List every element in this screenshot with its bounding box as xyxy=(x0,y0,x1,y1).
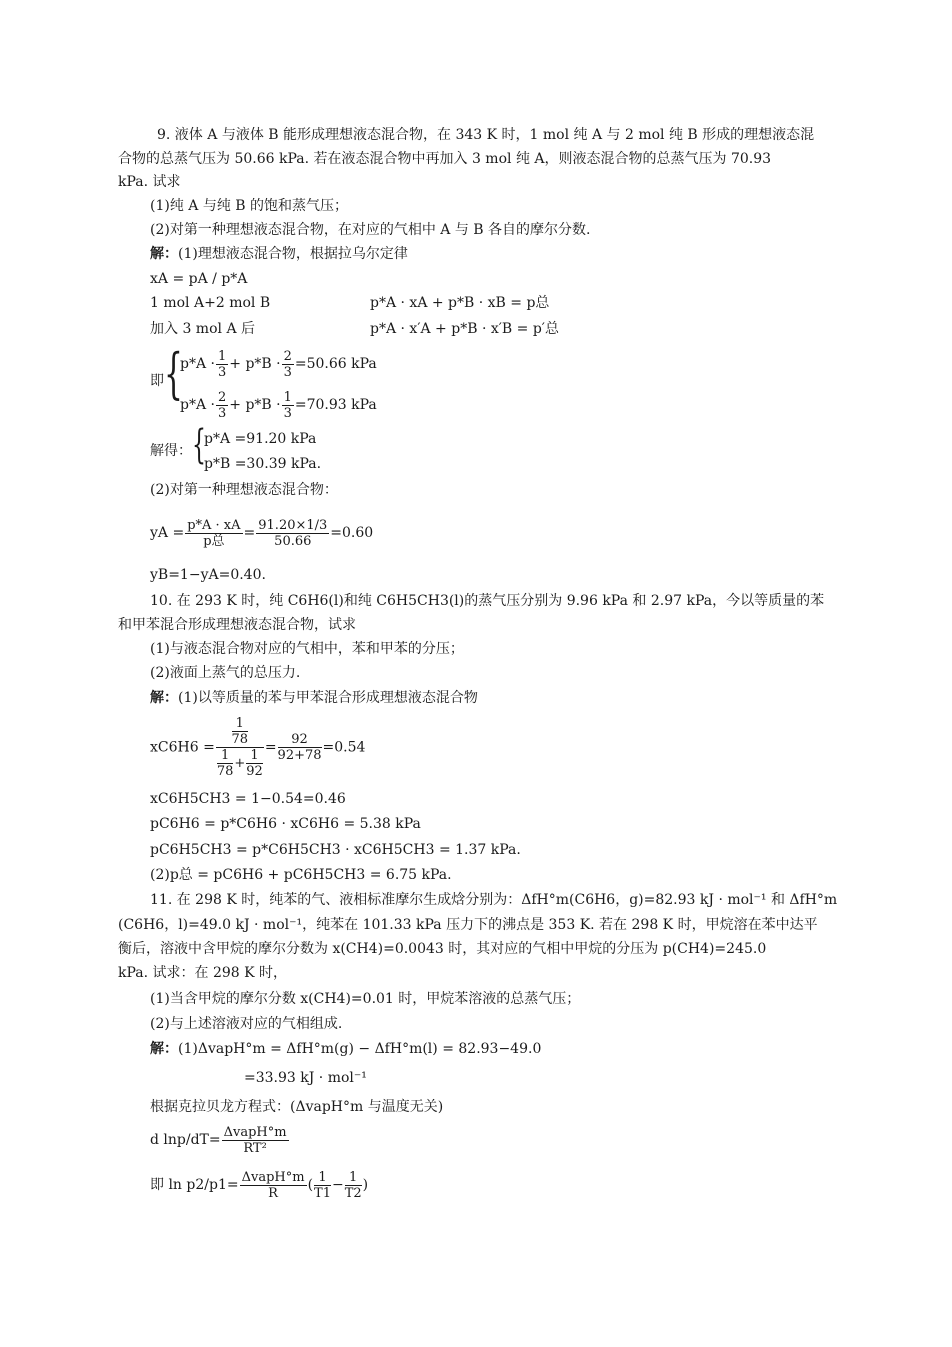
q11-question-1: (1)当含甲烷的摩尔分数 x(CH4)=0.01 时，甲烷苯溶液的总蒸气压； xyxy=(150,991,581,1007)
q11-clapeyron-text: 根据克拉贝龙方程式：(ΔvapH°m 与温度无关) xyxy=(150,1099,444,1115)
solution-label: 解： xyxy=(150,1041,178,1057)
q11-question-2: (2)与上述溶液对应的气相组成. xyxy=(150,1016,343,1032)
q10-p-benzene: pC6H6 = p*C6H6 · xC6H6 = 5.38 kPa xyxy=(150,816,421,832)
q10-statement-line2: 和甲苯混合形成理想液态混合物，试求 xyxy=(118,617,356,633)
q9-ji-label: 即 xyxy=(150,373,164,389)
eq2-frac1-num: 1 xyxy=(314,1170,331,1186)
q9-case2-label: 加入 3 mol A 后 xyxy=(150,321,255,337)
system-brace: { xyxy=(164,342,183,405)
result-brace: { xyxy=(192,422,206,468)
q10-question-1: (1)与液态混合物对应的气相中，苯和甲苯的分压； xyxy=(150,641,464,657)
q9-raoult-equation: xA = pA / p*A xyxy=(150,271,248,287)
q10-statement-line1: 10. 在 293 K 时，纯 C6H6(l)和纯 C6H5CH3(l)的蒸气压分别为 9.96 kPa 和 2.97 kPa，今以等质量的苯 xyxy=(150,593,825,609)
q11-statement-line3: 衡后，溶液中含甲烷的摩尔分数为 x(CH4)=0.0043 时，其对应的气相中甲烷的分压为 p(CH4)=245.0 xyxy=(118,941,767,957)
q10-p-toluene: pC6H5CH3 = p*C6H5CH3 · xC6H5CH3 = 1.37 kPa. xyxy=(150,842,521,858)
q9-solution-text: (1)理想液态混合物，根据拉乌尔定律 xyxy=(178,246,408,262)
eq2-frac2-num: 1 xyxy=(345,1170,362,1186)
q9-case1-label: 1 mol A+2 mol B xyxy=(150,295,271,311)
ya-denominator: 50.66 xyxy=(274,533,312,549)
q9-system-eq1-result: =50.66 kPa xyxy=(294,356,377,372)
eq1-numerator: ΔvapH°m xyxy=(223,1124,287,1140)
q9-statement-line3: kPa. 试求 xyxy=(118,174,181,190)
q9-case2-equation: p*A · x′A + p*B · x′B = p′总 xyxy=(370,321,559,337)
q9-ya-equation: yA = $\frac{p*A \cdot xA}{\text{p总}}$ = $\frac{91.20\times 1/3}{50.66}$ =0.60 xyxy=(150,517,374,549)
solution-label: 解： xyxy=(150,246,178,262)
q9-statement-line2: 合物的总蒸气压为 50.66 kPa. 若在液态混合物中再加入 3 mol 纯 A，则液态混合物的总蒸气压为 70.93 xyxy=(118,151,772,167)
q10-question-2: (2)液面上蒸气的总压力. xyxy=(150,665,301,681)
eq2-frac2-den: T2 xyxy=(344,1185,362,1201)
q11-solution-1b: =33.93 kJ · mol⁻¹ xyxy=(244,1070,367,1086)
q9-solution-2: (2)对第一种理想液态混合物： xyxy=(150,482,338,498)
q11-solution-1 xyxy=(150,1040,541,1058)
q9-system-eq2-result: =70.93 kPa xyxy=(294,397,377,413)
q11-clapeyron-eq1 xyxy=(150,1122,290,1158)
q9-statement-line1: 9. 液体 A 与液体 B 能形成理想液态混合物，在 343 K 时，1 mol 纯 A 与 2 mol 纯 B 形成的理想液态混 xyxy=(157,127,815,143)
ya-numerator: 91.20× xyxy=(258,517,307,533)
solution-label: 解： xyxy=(150,690,178,706)
q11-statement-line4: kPa. 试求：在 298 K 时， xyxy=(118,965,288,981)
q10-p-total: (2)p总 = pC6H6 + pC6H5CH3 = 6.75 kPa. xyxy=(150,867,452,883)
q11-clapeyron-eq2: 即 ln p2/p1= $\frac{\text{ΔvapH°m}}{R}$ ( $\frac{1}{T1}$ − $\frac{1}{T2}$ ) xyxy=(150,1169,369,1201)
q10-solution-text: (1)以等质量的苯与甲苯混合形成理想液态混合物 xyxy=(178,690,478,706)
q10-x-toluene: xC6H5CH3 = 1−0.54=0.46 xyxy=(150,791,346,807)
q9-case1-equation: p*A · xA + p*B · xB = p总 xyxy=(370,295,550,311)
ya-result: =0.60 xyxy=(330,525,374,541)
q9-solution-1 xyxy=(150,245,408,263)
q9-system-eq2: p*A · $\frac{2}{3}$ + p*B · $\frac{1}{3}$ =70.93 kPa xyxy=(180,389,377,421)
q9-jiede-label: 解得： xyxy=(150,443,192,459)
q9-question-2: (2)对第一种理想液态混合物，在对应的气相中 A 与 B 各自的摩尔分数. xyxy=(150,222,591,238)
q10-frac-numerator: 92 xyxy=(278,732,322,748)
q10-solution-1 xyxy=(150,689,478,707)
q10-frac-denominator: 92+78 xyxy=(277,748,322,763)
q11-statement-line1: 11. 在 298 K 时，纯苯的气、液相标准摩尔生成焓分别为：ΔfH°m(C6H6，g)=82.93 kJ · mol⁻¹ 和 ΔfH°m xyxy=(150,892,838,908)
eq1-denominator: RT² xyxy=(243,1140,267,1156)
q9-question-1: (1)纯 A 与纯 B 的饱和蒸气压； xyxy=(150,198,349,214)
eq2-frac1-den: T1 xyxy=(314,1185,331,1201)
q11-statement-line2: (C6H6，l)=49.0 kJ · mol⁻¹，纯苯在 101.33 kPa 压力下的沸点是 353 K. 若在 298 K 时，甲烷溶在苯中达平 xyxy=(118,917,818,933)
q9-result-pa: p*A =91.20 kPa xyxy=(204,431,317,447)
eq2-lead: 即 ln p2/p1= xyxy=(150,1177,239,1193)
q9-result-pb: p*B =30.39 kPa. xyxy=(204,456,322,472)
eq2-numerator: ΔvapH°m xyxy=(241,1169,305,1185)
q10-x-benzene-equation: xC6H6 = $\frac{1}{78}$ $\frac{1}{78}$ + $\frac{1}{92}$ = $\frac{92}{92+78}$ =0.54 xyxy=(150,716,366,779)
q9-yb-equation: yB=1−yA=0.40. xyxy=(150,567,266,583)
q11-solution-text: (1)ΔvapH°m = ΔfH°m(g) − ΔfH°m(l) = 82.93−49.0 xyxy=(178,1041,542,1057)
eq1-lead: d lnp/dT= xyxy=(150,1132,221,1148)
q9-system-eq1: p*A · $\frac{1}{3}$ + p*B · $\frac{2}{3}$ =50.66 kPa xyxy=(180,348,377,380)
q10-frac-result: =0.54 xyxy=(322,739,366,756)
eq2-denominator: R xyxy=(268,1185,278,1201)
